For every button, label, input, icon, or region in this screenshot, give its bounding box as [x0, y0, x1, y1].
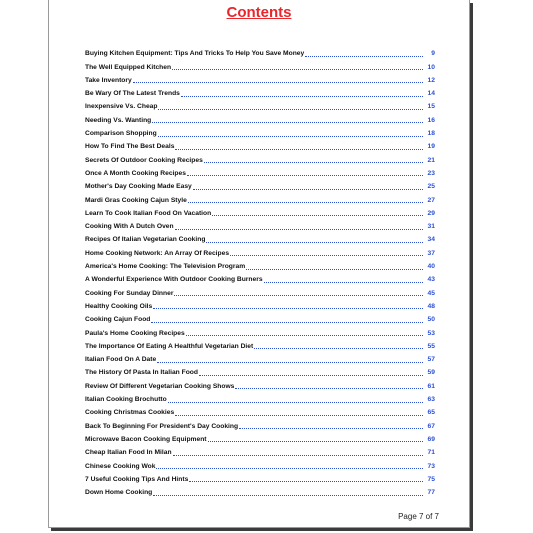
toc-entry[interactable]	[85, 125, 435, 138]
toc-entry-title[interactable]: Buying Kitchen Equipment: Tips And Tricks To Help You Save Money	[85, 50, 305, 58]
toc-entry-title[interactable]: Italian Food On A Date	[85, 356, 157, 364]
toc-entry[interactable]	[85, 45, 435, 58]
dot-leader	[188, 201, 423, 203]
page-title: Contents	[226, 4, 292, 21]
toc-entry[interactable]	[85, 457, 435, 470]
toc-entry-title[interactable]: 7 Useful Cooking Tips And Hints	[85, 475, 189, 483]
dot-leader	[208, 440, 423, 442]
toc-entry[interactable]	[85, 271, 435, 284]
toc-entry-page-number[interactable]: 29	[427, 209, 435, 217]
dot-leader	[305, 55, 423, 57]
toc-entry[interactable]	[85, 205, 435, 218]
table-of-contents	[85, 45, 435, 497]
dot-leader	[158, 135, 423, 137]
dot-leader	[172, 68, 423, 70]
toc-entry[interactable]	[85, 231, 435, 244]
dot-leader	[175, 228, 423, 230]
toc-entry-page-number[interactable]: 57	[427, 356, 435, 364]
toc-entry-title[interactable]: Needing Vs. Wanting	[85, 116, 152, 124]
toc-entry-title[interactable]: Recipes Of Italian Vegetarian Cooking	[85, 236, 206, 244]
toc-entry-title[interactable]: Microwave Bacon Cooking Equipment	[85, 435, 207, 443]
toc-entry[interactable]	[85, 85, 435, 98]
dot-leader	[254, 347, 423, 349]
toc-entry-page-number[interactable]: 61	[427, 382, 435, 390]
dot-leader	[199, 374, 423, 376]
dot-leader	[168, 401, 423, 403]
toc-entry-title[interactable]: The Importance Of Eating A Healthful Vegetarian Diet	[85, 342, 254, 350]
dot-leader	[158, 108, 423, 110]
toc-entry[interactable]	[85, 338, 435, 351]
toc-entry-page-number[interactable]: 48	[427, 302, 435, 310]
toc-entry-title[interactable]: Italian Cooking Brochutto	[85, 396, 167, 404]
toc-entry[interactable]	[85, 258, 435, 271]
toc-entry-page-number[interactable]: 50	[427, 316, 435, 324]
toc-entry-page-number[interactable]: 14	[427, 90, 435, 98]
toc-entry-title[interactable]: Cooking Christmas Cookies	[85, 409, 175, 417]
page-number-footer: Page 7 of 7	[398, 512, 439, 521]
toc-entry-title[interactable]: The Well Equipped Kitchen	[85, 63, 172, 71]
toc-entry-title[interactable]: Mother's Day Cooking Made Easy	[85, 183, 192, 191]
toc-entry-page-number[interactable]: 12	[427, 76, 435, 84]
dot-leader	[174, 294, 423, 296]
dot-leader	[189, 480, 423, 482]
toc-entry-page-number[interactable]: 21	[427, 156, 435, 164]
toc-entry-title[interactable]: Home Cooking Network: An Array Of Recipes	[85, 249, 230, 257]
toc-entry-page-number[interactable]: 67	[427, 422, 435, 430]
toc-entry[interactable]	[85, 165, 435, 178]
dot-leader	[187, 174, 423, 176]
toc-entry-page-number[interactable]: 77	[427, 489, 435, 497]
toc-entry-title[interactable]: Back To Beginning For President's Day Cooking	[85, 422, 239, 430]
toc-entry-title[interactable]: Cooking Cajun Food	[85, 316, 151, 324]
toc-entry-page-number[interactable]: 31	[427, 223, 435, 231]
dot-leader	[153, 307, 423, 309]
toc-entry-title[interactable]: Cheap Italian Food In Milan	[85, 449, 172, 457]
toc-entry-page-number[interactable]: 25	[427, 183, 435, 191]
toc-entry-page-number[interactable]: 59	[427, 369, 435, 377]
toc-entry-title[interactable]: Inexpensive Vs. Cheap	[85, 103, 158, 111]
toc-entry[interactable]	[85, 178, 435, 191]
toc-entry-title[interactable]: Take Inventory	[85, 76, 132, 84]
toc-entry-page-number[interactable]: 9	[431, 50, 435, 58]
toc-entry[interactable]	[85, 444, 435, 457]
dot-leader	[193, 188, 423, 190]
toc-entry-page-number[interactable]: 40	[427, 263, 435, 271]
dot-leader	[151, 321, 423, 323]
toc-entry-page-number[interactable]: 18	[427, 130, 435, 138]
toc-entry-title[interactable]: The History Of Pasta In Italian Food	[85, 369, 198, 377]
toc-entry-page-number[interactable]: 15	[427, 103, 435, 111]
dot-leader	[175, 414, 423, 416]
toc-entry[interactable]	[85, 284, 435, 297]
dot-leader	[235, 387, 423, 389]
toc-entry-page-number[interactable]: 63	[427, 396, 435, 404]
toc-entry[interactable]	[85, 151, 435, 164]
dot-leader	[133, 81, 423, 83]
dot-leader	[230, 254, 423, 256]
toc-entry[interactable]	[85, 191, 435, 204]
dot-leader	[175, 148, 423, 150]
dot-leader	[152, 121, 423, 123]
toc-entry[interactable]	[85, 218, 435, 231]
toc-entry-page-number[interactable]: 10	[427, 63, 435, 71]
dot-leader	[153, 494, 423, 496]
toc-entry[interactable]	[85, 351, 435, 364]
toc-entry-page-number[interactable]: 75	[427, 475, 435, 483]
toc-entry-title[interactable]: Paula's Home Cooking Recipes	[85, 329, 185, 337]
toc-entry-title[interactable]: How To Find The Best Deals	[85, 143, 175, 151]
toc-entry[interactable]	[85, 98, 435, 111]
toc-entry-title[interactable]: Be Wary Of The Latest Trends	[85, 90, 180, 98]
toc-entry-title[interactable]: Review Of Different Vegetarian Cooking Shows	[85, 382, 235, 390]
toc-entry-page-number[interactable]: 34	[427, 236, 435, 244]
toc-entry-page-number[interactable]: 23	[427, 169, 435, 177]
toc-entry-page-number[interactable]: 65	[427, 409, 435, 417]
toc-entry-page-number[interactable]: 55	[427, 342, 435, 350]
toc-entry[interactable]	[85, 311, 435, 324]
toc-entry[interactable]	[85, 404, 435, 417]
dot-leader	[264, 281, 423, 283]
toc-entry-title[interactable]: Down Home Cooking	[85, 489, 153, 497]
dot-leader	[204, 161, 423, 163]
toc-entry-page-number[interactable]: 45	[427, 289, 435, 297]
toc-entry-title[interactable]: Comparison Shopping	[85, 130, 157, 138]
toc-entry[interactable]	[85, 377, 435, 390]
toc-entry[interactable]	[85, 298, 435, 311]
toc-entry[interactable]	[85, 417, 435, 430]
dot-leader	[181, 95, 423, 97]
toc-entry[interactable]	[85, 431, 435, 444]
toc-entry-title[interactable]: Once A Month Cooking Recipes	[85, 169, 186, 177]
toc-entry-title[interactable]: Secrets Of Outdoor Cooking Recipes	[85, 156, 203, 164]
toc-entry-title[interactable]: Mardi Gras Cooking Cajun Style	[85, 196, 187, 204]
dot-leader	[212, 214, 423, 216]
toc-entry[interactable]	[85, 72, 435, 85]
dot-leader	[173, 454, 423, 456]
document-page	[48, 0, 470, 528]
toc-entry-title[interactable]: Healthy Cooking Oils	[85, 302, 153, 310]
dot-leader	[156, 467, 423, 469]
toc-entry-page-number[interactable]: 73	[427, 462, 435, 470]
toc-entry-page-number[interactable]: 43	[427, 276, 435, 284]
toc-entry[interactable]	[85, 138, 435, 151]
toc-entry[interactable]	[85, 324, 435, 337]
toc-entry[interactable]	[85, 111, 435, 124]
toc-entry-title[interactable]: Cooking For Sunday Dinner	[85, 289, 174, 297]
toc-entry[interactable]	[85, 484, 435, 497]
toc-entry-page-number[interactable]: 19	[427, 143, 435, 151]
toc-entry[interactable]	[85, 391, 435, 404]
toc-entry[interactable]	[85, 471, 435, 484]
toc-entry[interactable]	[85, 58, 435, 71]
dot-leader	[239, 427, 423, 429]
dot-leader	[206, 241, 423, 243]
toc-entry-page-number[interactable]: 16	[427, 116, 435, 124]
toc-entry-title[interactable]: Cooking With A Dutch Oven	[85, 223, 174, 231]
toc-entry[interactable]	[85, 364, 435, 377]
toc-entry-page-number[interactable]: 69	[427, 435, 435, 443]
toc-entry-page-number[interactable]: 37	[427, 249, 435, 257]
toc-entry-title[interactable]: Learn To Cook Italian Food On Vacation	[85, 209, 212, 217]
toc-entry-title[interactable]: Chinese Cooking Wok	[85, 462, 156, 470]
toc-entry[interactable]	[85, 244, 435, 257]
toc-entry-page-number[interactable]: 71	[427, 449, 435, 457]
toc-entry-title[interactable]: America's Home Cooking: The Television Program	[85, 263, 246, 271]
dot-leader	[246, 268, 423, 270]
toc-entry-title[interactable]: A Wonderful Experience With Outdoor Cooking Burners	[85, 276, 263, 284]
toc-entry-page-number[interactable]: 53	[427, 329, 435, 337]
dot-leader	[186, 334, 423, 336]
toc-entry-page-number[interactable]: 27	[427, 196, 435, 204]
dot-leader	[157, 361, 423, 363]
